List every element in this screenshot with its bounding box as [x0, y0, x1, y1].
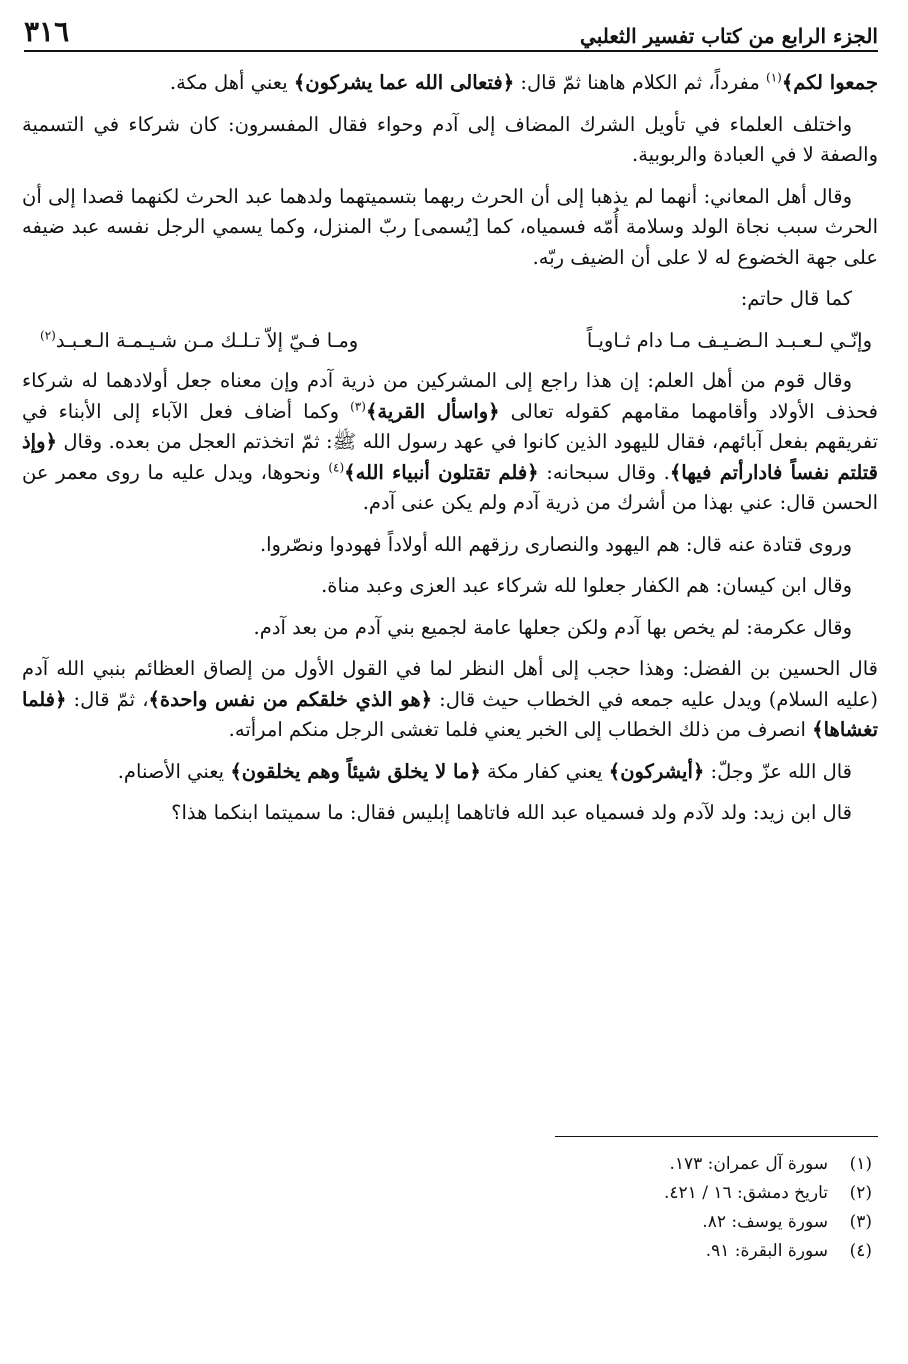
paragraph-5 [22, 366, 878, 519]
paragraph-text: مفرداً، ثم الكلام هاهنا ثمّ قال: [514, 71, 767, 94]
main-text [22, 68, 878, 840]
footnote-number: (٣) [849, 1212, 872, 1232]
footnote-item [472, 1150, 872, 1179]
footnote-marker: (١) [766, 70, 782, 85]
footnotes [472, 1150, 872, 1266]
footnote-text: سورة يوسف: ٨٢. [702, 1212, 828, 1232]
footnote-separator [555, 1136, 878, 1137]
quran-quote: ﴿فتعالى الله عما يشركون﴾ [293, 71, 515, 94]
footnote-marker: (٤) [328, 460, 345, 474]
paragraph-text: قال الحسين بن الفضل: وهذا حجب إلى أهل النظر لما في القول الأول من إلصاق العظائم بنبي الله آدم (عليه السلام) ويدل عليه جمعه في الخطاب حيث قال: [22, 657, 879, 711]
footnote-item [472, 1237, 872, 1266]
paragraph-text: يعني الأصنام. [117, 759, 231, 783]
paragraph-11: قال ابن زيد: ولد لآدم ولد فسمياه عبد الله فاتاهما إبليس فقال: ما سميتما ابنكما هذا؟ [171, 801, 852, 824]
footnote-marker: (٣) [350, 399, 366, 413]
paragraph-text: ، ثمّ قال: [66, 687, 149, 711]
quran-quote: ﴿أيشركون﴾ [608, 759, 705, 783]
footnote-number: (١) [849, 1154, 872, 1174]
quran-quote: ﴿ما لا يخلق شيئاً وهم يخلقون﴾ [230, 759, 481, 783]
quran-quote: ﴿فلما تغشاها﴾ [22, 687, 878, 741]
page-number: ٣١٦ [24, 15, 70, 48]
paragraph-text: وكما أضاف فعل الآباء إلى الأبناء في تفريقهم بفعل آبائهم، فقال لليهود الذين كانوا في عهد رسول الله ﷺ: ثمّ اتخذتم العجل من بعده. وقال [22, 399, 878, 453]
paragraph-text: يعني أهل مكة. [169, 71, 294, 94]
footnote-text: سورة آل عمران: ١٧٣. [669, 1154, 828, 1174]
paragraph-6: وروى قتادة عنه قال: هم اليهود والنصارى رزقهم الله أولاداً فهودوا ونصّروا. [259, 532, 852, 556]
paragraph-text: انصرف من ذلك الخطاب إلى الخبر يعني فلما تغشى الرجل منكم امرأته. [228, 718, 813, 741]
quran-quote: جمعوا لكم [793, 71, 878, 94]
paragraph-8: وقال عكرمة: لم يخص بها آدم ولكن جعلها عامة لجميع بني آدم من بعد آدم. [253, 615, 852, 639]
footnote-number: (٤) [849, 1241, 872, 1261]
footnote-number: (٢) [849, 1183, 872, 1203]
quran-quote: ﴿واسأل القرية﴾ [365, 399, 500, 423]
paragraph-10 [22, 757, 878, 788]
footnote-item [472, 1208, 872, 1237]
quran-quote: ﴿فلم تقتلون أنبياء الله﴾ [344, 460, 539, 484]
footnote-text: سورة البقرة: ٩١. [705, 1241, 828, 1261]
poem-intro: كما قال حاتم: [740, 287, 852, 310]
paragraph-1: جمعوا لكم﴾$^{(١)}$ مفرداً، ثم الكلام هاهنا ثمّ قال: ﴿فتعالى الله عما يشركون﴾ يعني أهل مكة. [169, 70, 878, 94]
paragraph-9 [22, 654, 878, 746]
footnote-item [472, 1179, 872, 1208]
quran-quote: ﴿وإذ قتلتم نفساً فادارأتم فيها﴾ [22, 430, 878, 484]
paragraph-7: وقال ابن كيسان: هم الكفار جعلوا لله شركاء عبد العزى وعبد مناة. [321, 574, 852, 597]
paragraph-text: . وقال سبحانه: [538, 460, 670, 484]
verse-first-hemistich: وإنّـي لـعـبـد الـضـيـف مـا دام ثـاويـاً [586, 328, 872, 352]
footnote-marker: (٢) [40, 328, 56, 342]
paragraph-text: يعني كفار مكة [480, 759, 609, 783]
page-header [24, 12, 878, 52]
verse-second-hemistich: ومـا فـيّ إلاّ تـلـك مـن شـيـمـة الـعـبـد [55, 328, 359, 352]
paragraph-3: وقال أهل المعاني: أنهما لم يذهبا إلى أن الحرث ربهما بتسميتهما ولدهما عبد الحرث لكنهما قصدا إلى أن الحرث سبب نجاة الولد وسلامة أُمّه فسمياه، كما [يُسمى] ربّ المنزل، وكما يسمي الرجل نفسه عبد ضيفه على جهة الخضوع له لا على أن الضيف ربّه. [22, 184, 878, 269]
paragraph-2: واختلف العلماء في تأويل الشرك المضاف إلى آدم وحواء فقال المفسرون: كان شركاء في التسمية والصفة لا في العبادة والربوبية. [22, 112, 878, 166]
paragraph-text: قال الله عزّ وجلّ: [704, 759, 852, 783]
quran-quote: ﴿هو الذي خلقكم من نفس واحدة﴾ [148, 687, 433, 711]
footnote-text: تاريخ دمشق: ١٦ / ٤٢١. [663, 1183, 828, 1203]
running-title: الجزء الرابع من كتاب تفسير الثعلبي [580, 24, 878, 48]
poem-verse [22, 326, 878, 357]
paragraph-text: وقال قوم من أهل العلم: إن هذا راجع إلى المشركين من ذرية آدم وإن معناه جعل أولادهما له شركاء فحذف الأولاد وأقامهما مقامهم كقوله تعالى [22, 369, 878, 423]
paragraph-text: ونحوها، ويدل عليه ما روى معمر عن الحسن قال: عني بهذا من أشرك من ذرية آدم ولم يكن عنى آدم. [22, 460, 878, 514]
